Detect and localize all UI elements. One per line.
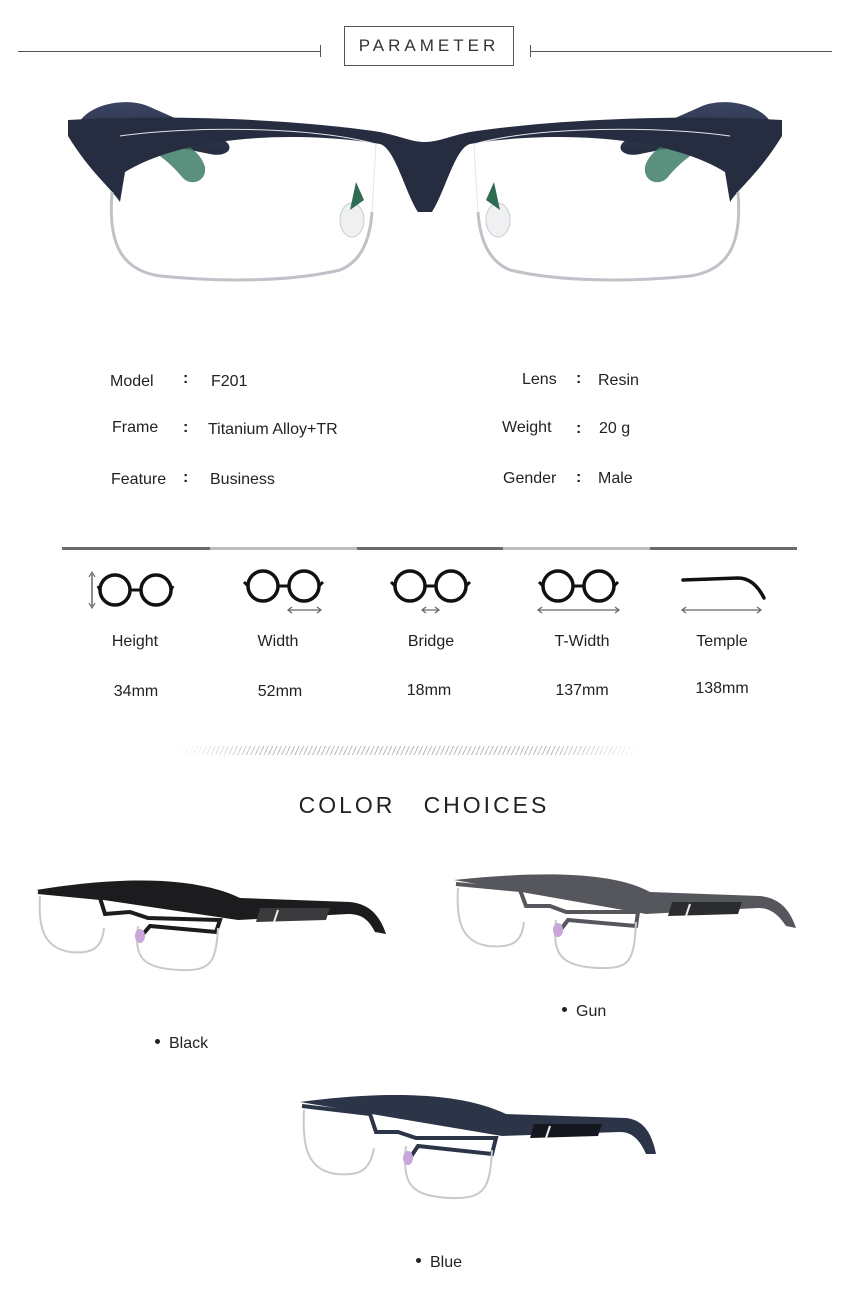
color-option-black[interactable] [155, 1035, 208, 1053]
decorative-stripe-divider [175, 746, 645, 755]
dimension-label-t-width: T-Width [554, 633, 610, 650]
bullet-icon [155, 1039, 160, 1044]
divider-segment [62, 547, 210, 550]
header-rule-right [530, 51, 832, 52]
spec-value-lens: Resin [598, 372, 639, 389]
spec-value-model: F201 [211, 373, 248, 390]
dimension-value-height: 34mm [113, 683, 159, 700]
color-option-label: Blue [430, 1254, 463, 1271]
temple-icon [680, 566, 770, 614]
bullet-icon [562, 1007, 567, 1012]
dimension-value-width: 52mm [257, 683, 303, 700]
spec-label-weight: Weight [502, 419, 552, 436]
spec-value-feature: Business [210, 471, 275, 488]
spec-value-weight: 20 g [599, 420, 631, 437]
dimension-value-t-width: 137mm [555, 682, 609, 699]
dimension-label-width: Width [257, 633, 299, 650]
spec-colon: : [576, 420, 582, 437]
divider-segment [503, 547, 650, 550]
spec-label-lens: Lens [522, 371, 557, 388]
spec-label-gender: Gender [503, 470, 557, 487]
divider-segment [357, 547, 503, 550]
spec-value-frame: Titanium Alloy+TR [208, 421, 338, 438]
divider-segment [650, 547, 797, 550]
spec-colon: : [183, 370, 189, 387]
bullet-icon [416, 1258, 421, 1263]
spec-label-frame: Frame [112, 419, 159, 436]
dimension-value-temple: 138mm [695, 680, 749, 697]
dimension-label-height: Height [111, 633, 159, 650]
color-option-label: Black [169, 1035, 209, 1052]
glasses-black-image [30, 868, 395, 978]
height-icon [88, 566, 178, 614]
color-option-gun[interactable] [562, 1003, 606, 1021]
spec-label-feature: Feature [111, 471, 167, 488]
spec-value-gender: Male [598, 470, 633, 487]
color-option-blue[interactable] [416, 1254, 462, 1272]
dimension-value-bridge: 18mm [406, 682, 452, 699]
divider-segment [210, 547, 357, 550]
header-rule-left [18, 51, 320, 52]
spec-colon: : [183, 469, 189, 486]
glasses-blue-image [296, 1088, 661, 1206]
glasses-front-image [60, 92, 790, 302]
color-option-label: Gun [576, 1003, 607, 1020]
spec-colon: : [183, 419, 189, 436]
bridge-icon [385, 566, 475, 614]
glasses-gun-image [450, 866, 805, 976]
spec-colon: : [576, 469, 582, 486]
spec-colon: : [576, 370, 582, 387]
color-choices-title: COLOR CHOICES [298, 792, 550, 818]
width-icon [238, 566, 328, 614]
header-rule-left-tick [320, 45, 321, 57]
page-title: PARAMETER [344, 26, 514, 66]
dimension-label-temple: Temple [696, 633, 748, 650]
spec-label-model: Model [110, 373, 154, 390]
dimension-label-bridge: Bridge [407, 633, 455, 650]
total-width-icon [533, 566, 623, 614]
